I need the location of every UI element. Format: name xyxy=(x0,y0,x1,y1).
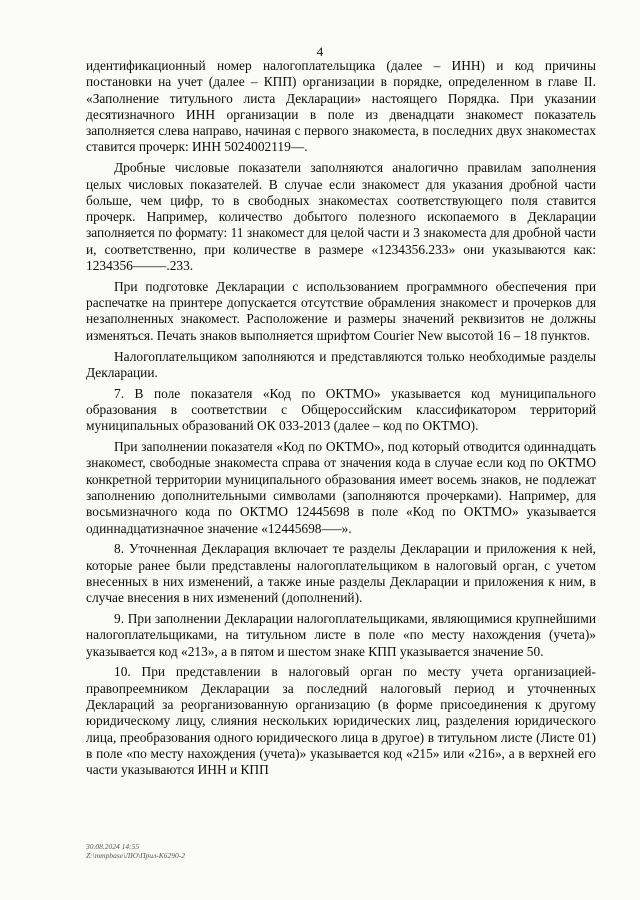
paragraph: 7. В поле показателя «Код по ОКТМО» указывается код муниципального образования в соответствии с Общероссийским классификатором территорий муниципальных образований ОК 033-2013 (далее – код по ОКТМО). xyxy=(86,385,596,434)
document-footer xyxy=(86,842,185,860)
paragraph: идентификационный номер налогоплательщика (далее – ИНН) и код причины постановки на учет (далее – КПП) организации в порядке, определенном в главе II. «Заполнение титульного листа Декларации» настоящего Порядка. При указании десятизначного ИНН организации в поле из двенадцати знакомест показатель заполняется слева направо, начиная с первого знакоместа, в последних двух знакоместах ставится прочерк: ИНН 5024002119––. xyxy=(86,58,596,155)
paragraph: При заполнении показателя «Код по ОКТМО», под который отводится одиннадцать знакомест, свободные знакоместа справа от значения кода в случае если код по ОКТМО конкретной территории муниципального образования имеет восемь знаков, не подлежат заполнению дополнительными символами (заполняются прочерками). Например, для восьмизначного кода по ОКТМО 12445698 в поле «Код по ОКТМО» указывается одиннадцатизначное значение «12445698–––». xyxy=(86,439,596,536)
paragraph: Налогоплательщиком заполняются и представляются только необходимые разделы Декларации. xyxy=(86,348,596,380)
paragraph: 10. При представлении в налоговый орган по месту учета организацией-правопреемником Декларации за последний налоговый период и уточненных Деклараций за реорганизованную организацию (в форме присоединения к другому юридическому лицу, слияния нескольких юридических лиц, разделения юридического лица, преобразования одного юридического лица в другое) в титульном листе (Листе 01) в поле «по месту нахождения (учета)» указывается код «215» или «216», а в верхней его части указываются ИНН и КПП xyxy=(86,664,596,778)
page-number: 4 xyxy=(316,44,324,59)
paragraph: 8. Уточненная Декларация включает те разделы Декларации и приложения к ней, которые ранее были представлены налогоплательщиком в налоговый орган, с учетом внесенных в них изменений, а также иные разделы Декларации и приложения к ним, в случае внесения в них изменений (дополнений). xyxy=(86,541,596,606)
document-body xyxy=(86,58,596,783)
paragraph: 9. При заполнении Декларации налогоплательщиками, являющимися крупнейшими налогоплательщиками, на титульном листе в поле «по месту нахождения (учета)» указывается код «213», а в пятом и шестом знаке КПП указывается значение 50. xyxy=(86,611,596,659)
paragraph: При подготовке Декларации с использованием программного обеспечения при распечатке на принтере допускается отсутствие обрамления знакомест и прочерков для незаполненных знакомест. Расположение и размеры значений реквизитов не должны изменяться. Печать знаков выполняется шрифтом Courier New высотой 16 – 18 пунктов. xyxy=(86,278,596,343)
footer-file-path: Z:\mmpbase\ЛЮ\Прил-К6290-2 xyxy=(86,851,185,860)
footer-date: 30.08.2024 14:55 xyxy=(86,842,140,851)
paragraph: Дробные числовые показатели заполняются аналогично правилам заполнения целых числовых показателей. В случае если знакомест для указания дробной части больше, чем цифр, то в свободных знакоместах соответствующего поля ставится прочерк. Например, количество добытого полезного ископаемого в Декларации заполняется по формату: 11 знакомест для целой части и 3 знакоместа для дробной части и, соответственно, при количестве в размере «1234356.233» они указываются как: 1234356–––––.233. xyxy=(86,160,596,274)
